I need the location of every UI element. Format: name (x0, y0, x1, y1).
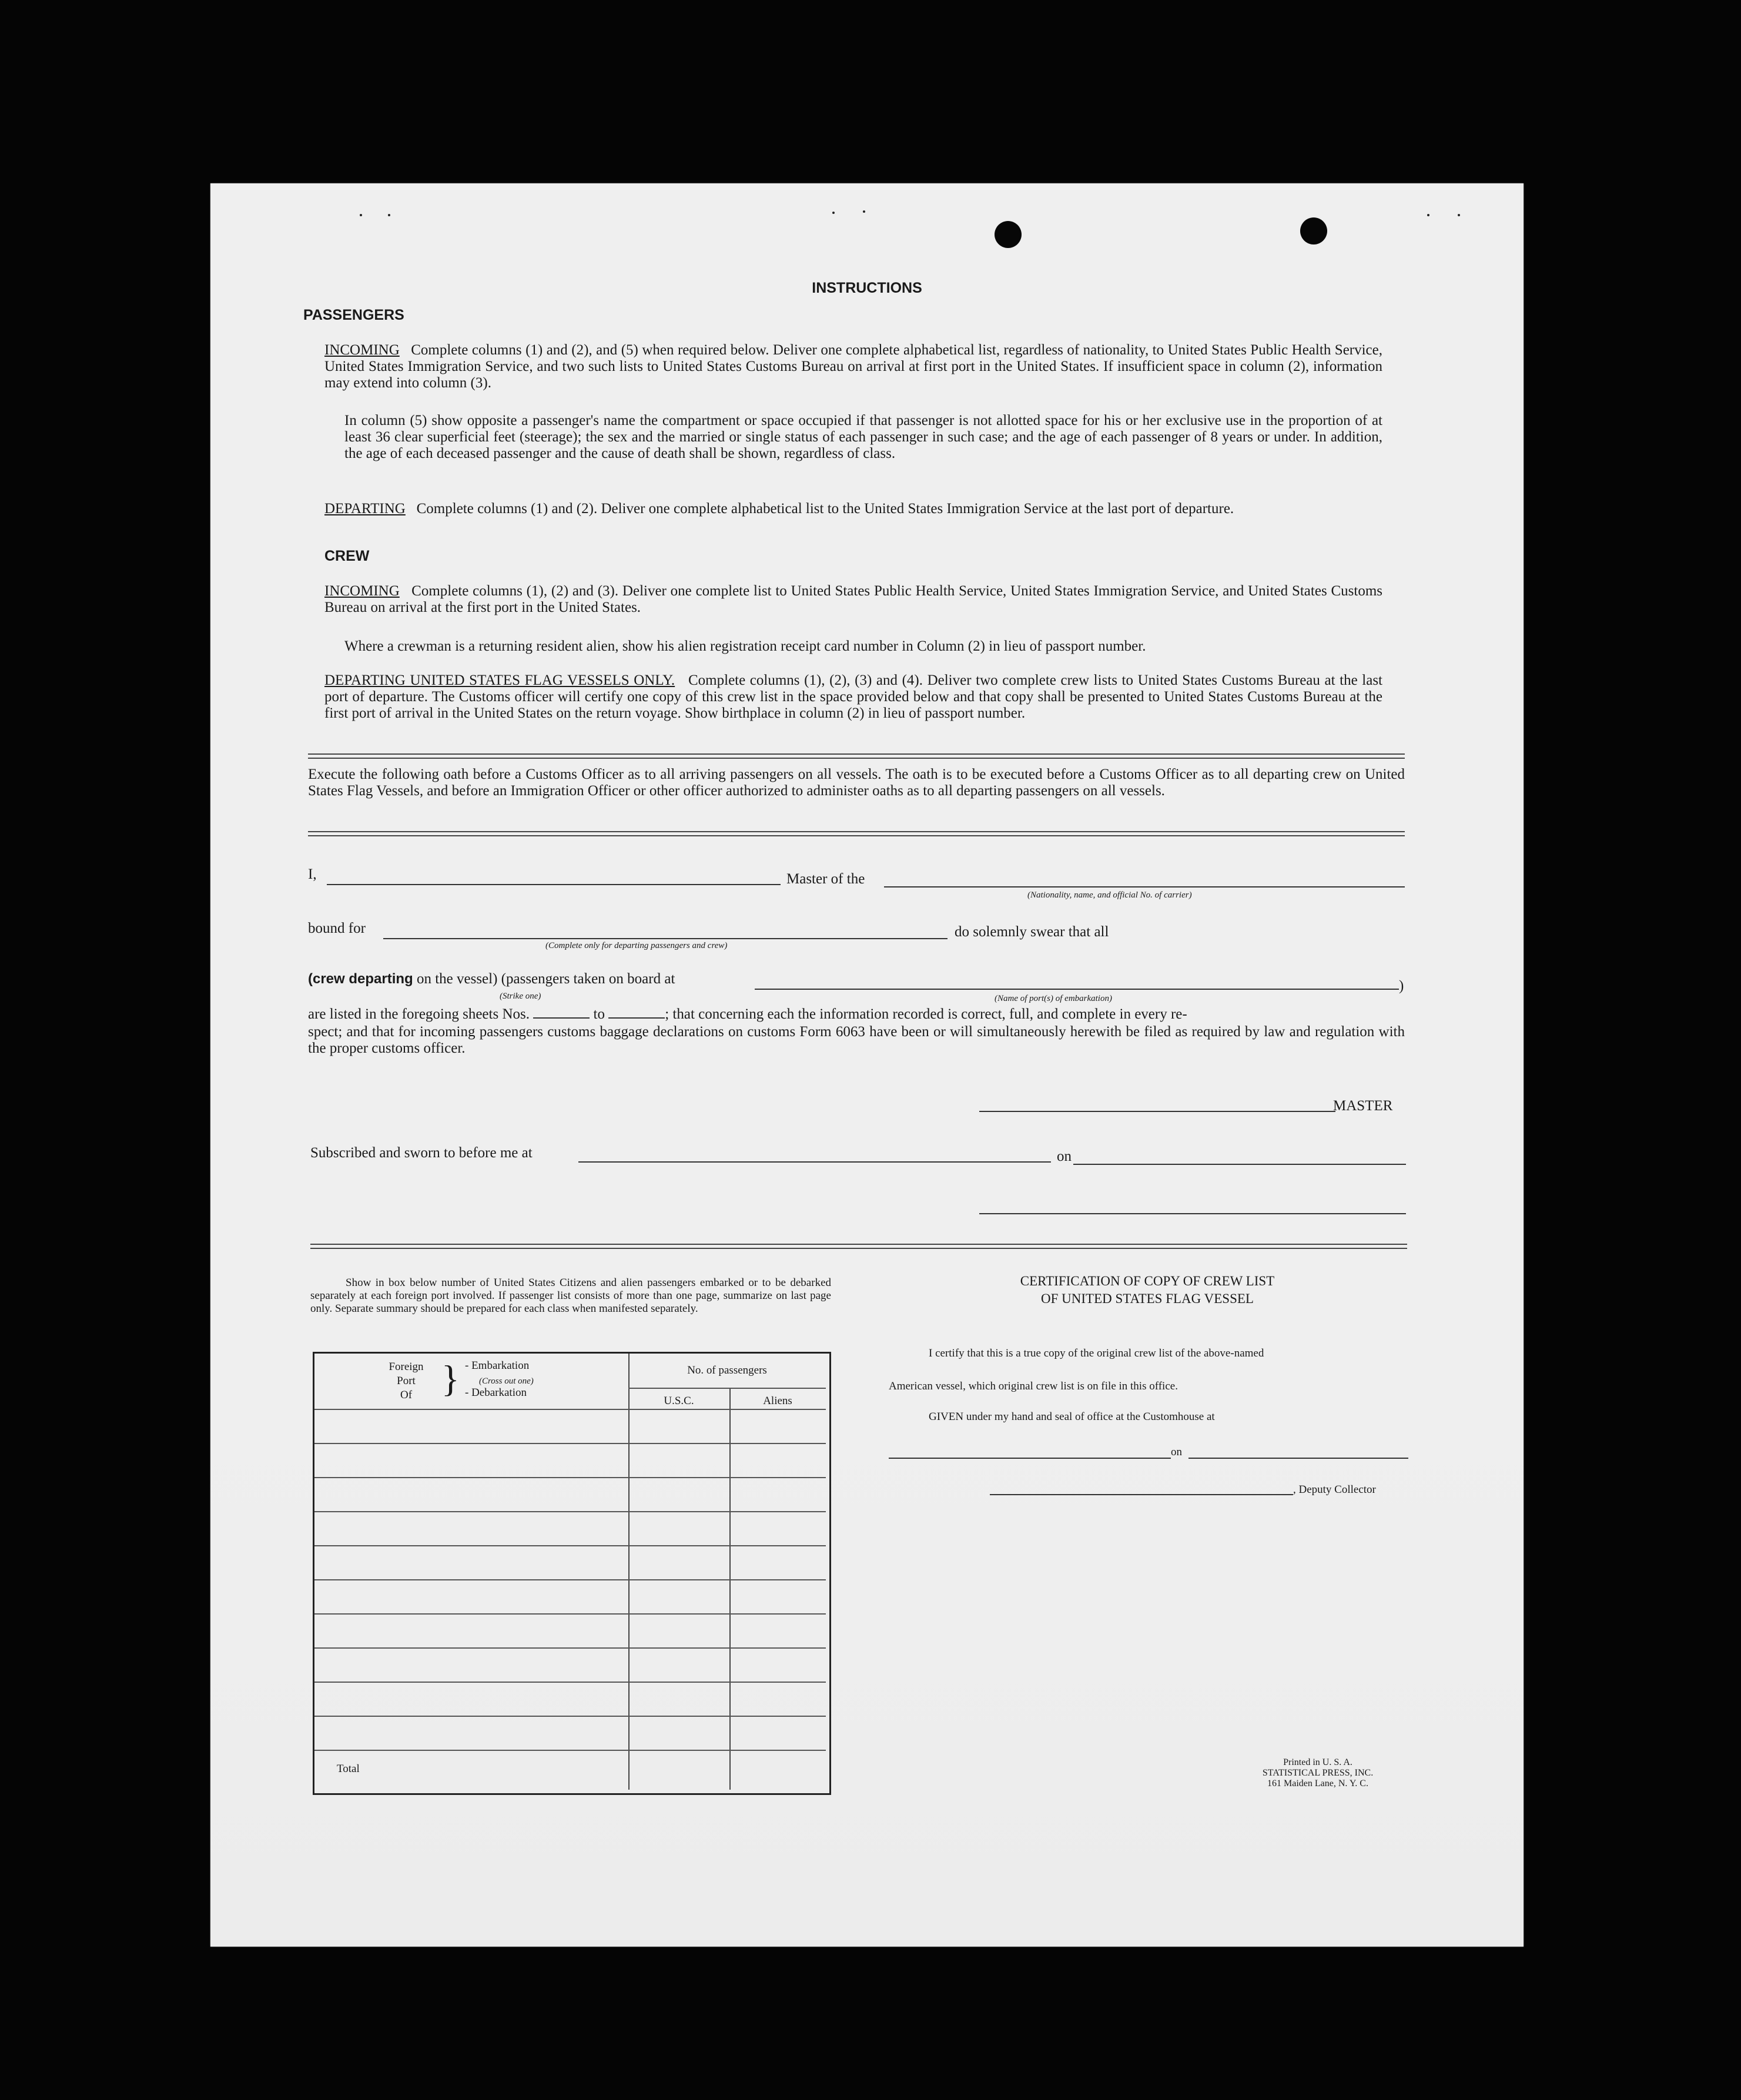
passengers-departing-paragraph (324, 501, 1382, 517)
table-row-rule (314, 1579, 826, 1580)
flag-vessels-paragraph (324, 672, 1382, 722)
section-divider (308, 753, 1405, 759)
section-divider (310, 1244, 1407, 1249)
bound-for-field[interactable] (383, 938, 947, 939)
passengers-heading: PASSENGERS (303, 307, 404, 323)
cert-date-field[interactable] (1188, 1458, 1408, 1459)
table-row-rule (314, 1613, 826, 1615)
summary-note: Show in box below number of United States Citizens and alien passengers embarked or to be debarked separately at each foreign port involved. If passenger list consists of more than one page, summarize on last page only. Separate summary should be prepared for each class when manifested separately. (310, 1277, 831, 1315)
sworn-date-field[interactable] (1073, 1164, 1406, 1165)
given-text: GIVEN under my hand and seal of office at the Customhouse at (929, 1411, 1215, 1423)
port-label: Port (397, 1375, 416, 1387)
passengers-taken: (passengers taken on board at (501, 971, 675, 987)
crew-incoming-paragraph (324, 583, 1382, 616)
oath-instructions: Execute the following oath before a Customs Officer as to all arriving passengers on all vessels. The oath is to be executed before a Customs Officer as to all departing crew on United States Flag Vessels, and before an Immigration Officer or other officer authorized to administer oaths as to all departing passengers on all vessels. (308, 766, 1405, 799)
carrier-field[interactable] (884, 886, 1405, 887)
table-row-rule (314, 1682, 826, 1683)
col-divider-port (628, 1354, 630, 1790)
listed-to: to (593, 1006, 605, 1022)
departing-text: Complete columns (1) and (2). Deliver one complete alphabetical list to the United States Immigration Service at the last port of departure. (416, 501, 1234, 517)
listed-text-b: ; that concerning each the information recorded is correct, full, and complete in every re- (665, 1006, 1187, 1022)
certify-text-b: American vessel, which original crew list is on file in this office. (889, 1380, 1178, 1392)
table-row-rule (314, 1750, 826, 1751)
close-paren: ) (1399, 978, 1404, 994)
passengers-header-rule (628, 1388, 826, 1389)
table-row-rule (314, 1716, 826, 1717)
printer-line-2: STATISTICAL PRESS, INC. (1262, 1768, 1374, 1778)
embarkation-ports-field[interactable] (755, 989, 1399, 990)
flag-vessels-text: Complete columns (1), (2), (3) and (4). Deliver two complete crew lists to United States Customs Bureau at the last port of departure. The Customs officer will certify one copy of this crew list in the space provided below and that copy shall be presented to United States Customs Bureau at the first port of arrival in the United States on the return voyage. Show birthplace in column (2) in lieu of passport number. (324, 672, 1382, 721)
brace: } (441, 1358, 460, 1399)
usc-header: U.S.C. (664, 1395, 694, 1407)
flag-vessels-label: DEPARTING UNITED STATES FLAG VESSELS ONLY. (324, 672, 675, 688)
nationality-caption: (Nationality, name, and official No. of carrier) (1027, 890, 1192, 900)
cert-on-label: on (1171, 1446, 1182, 1458)
certify-text-a: I certify that this is a true copy of the original crew list of the above-named (929, 1347, 1264, 1359)
master-name-field[interactable] (327, 884, 781, 885)
aliens-header: Aliens (763, 1395, 792, 1407)
crew-departing-bold: (crew departing (308, 971, 413, 987)
speck (1458, 214, 1460, 216)
speck (360, 214, 362, 216)
certification-title-1: CERTIFICATION OF COPY OF CREW LIST (1020, 1274, 1275, 1288)
speck (832, 212, 835, 214)
listed-text-a: are listed in the foregoing sheets Nos. (308, 1006, 530, 1022)
certification-title-2: OF UNITED STATES FLAG VESSEL (1041, 1291, 1254, 1306)
sheet-to-field[interactable] (608, 1017, 665, 1019)
listed-text-c: spect; and that for incoming passengers customs baggage declarations on customs Form 6063 have been or will simultaneously herewith be filed as required by law and regulation with the proper customs officer. (308, 1024, 1405, 1056)
col-divider-usc (729, 1389, 731, 1790)
section-divider (308, 831, 1405, 836)
crewman-paragraph: Where a crewman is a returning resident alien, show his alien registration receipt card number in Column (2) in lieu of passport number. (344, 638, 1146, 654)
complete-only-caption: (Complete only for departing passengers and crew) (545, 941, 728, 950)
printer-line-3: 161 Maiden Lane, N. Y. C. (1267, 1779, 1368, 1788)
incoming-label: INCOMING (324, 342, 400, 358)
form-sheet (210, 183, 1524, 1947)
speck (388, 214, 390, 216)
bound-for-label: bound for (308, 920, 366, 936)
master-of-the-label: Master of the (786, 871, 865, 887)
deputy-collector-label: , Deputy Collector (1293, 1483, 1376, 1496)
table-row-rule (314, 1409, 826, 1410)
on-the-vessel: on the vessel) (416, 971, 498, 987)
foreign-label: Foreign (389, 1361, 424, 1373)
do-solemnly-label: do solemnly swear that all (955, 924, 1109, 940)
cross-out-caption: (Cross out one) (479, 1376, 534, 1386)
speck (863, 210, 865, 213)
table-row-rule (314, 1477, 826, 1478)
subscribed-label: Subscribed and sworn to before me at (310, 1145, 533, 1161)
no-of-passengers-header: No. of passengers (687, 1364, 767, 1376)
ports-caption: (Name of port(s) of embarkation) (995, 994, 1112, 1003)
column5-paragraph: In column (5) show opposite a passenger's name the compartment or space occupied if that passenger is not allotted space for his or her exclusive use in the proportion of at least 36 clear superficial feet (steerage); the sex and the married or single status of each passenger in such case; and the age of each passenger of 8 years or under. In addition, the age of each deceased passenger and the cause of death shall be shown, regardless of class. (344, 413, 1382, 461)
oath-i-label: I, (308, 866, 317, 882)
sheet-from-field[interactable] (533, 1017, 590, 1019)
master-label: MASTER (1333, 1098, 1393, 1114)
speck (1427, 214, 1429, 216)
crew-incoming-label: INCOMING (324, 583, 400, 599)
listed-line (308, 1006, 1405, 1023)
deputy-signature-field[interactable] (990, 1494, 1293, 1495)
total-label: Total (337, 1763, 360, 1775)
table-row-rule (314, 1545, 826, 1546)
departing-label: DEPARTING (324, 501, 406, 517)
table-row-rule (314, 1443, 826, 1444)
punch-hole-left (995, 221, 1022, 248)
official-signature-field[interactable] (979, 1213, 1406, 1214)
crew-departing-line (308, 971, 675, 987)
table-row-rule (314, 1647, 826, 1649)
sworn-on-label: on (1057, 1148, 1072, 1164)
customhouse-field[interactable] (889, 1458, 1171, 1459)
of-label: Of (400, 1389, 413, 1401)
passengers-incoming-paragraph (324, 342, 1382, 391)
printer-line-1: Printed in U. S. A. (1283, 1757, 1352, 1767)
crew-incoming-text: Complete columns (1), (2) and (3). Deliver one complete list to United States Public Health Service, United States Immigration Service, and United States Customs Bureau on arrival at the first port in the United States. (324, 583, 1382, 615)
summary-table (313, 1352, 831, 1795)
master-signature-field[interactable] (979, 1111, 1335, 1112)
embarkation-label: - Embarkation (465, 1359, 530, 1372)
sworn-at-field[interactable] (578, 1161, 1051, 1163)
debarkation-label: - Debarkation (465, 1386, 527, 1399)
table-row-rule (314, 1511, 826, 1512)
strike-one-caption: (Strike one) (500, 992, 541, 1001)
crew-heading: CREW (324, 548, 370, 564)
punch-hole-right (1300, 217, 1327, 245)
instructions-title: INSTRUCTIONS (812, 280, 922, 296)
incoming-text: Complete columns (1) and (2), and (5) when required below. Deliver one complete alphabetical list, regardless of nationality, to United States Public Health Service, United States Immigration Service, and two such lists to United States Customs Bureau on arrival at first port in the United States. If insufficient space in column (2), information may extend into column (3). (324, 342, 1383, 391)
